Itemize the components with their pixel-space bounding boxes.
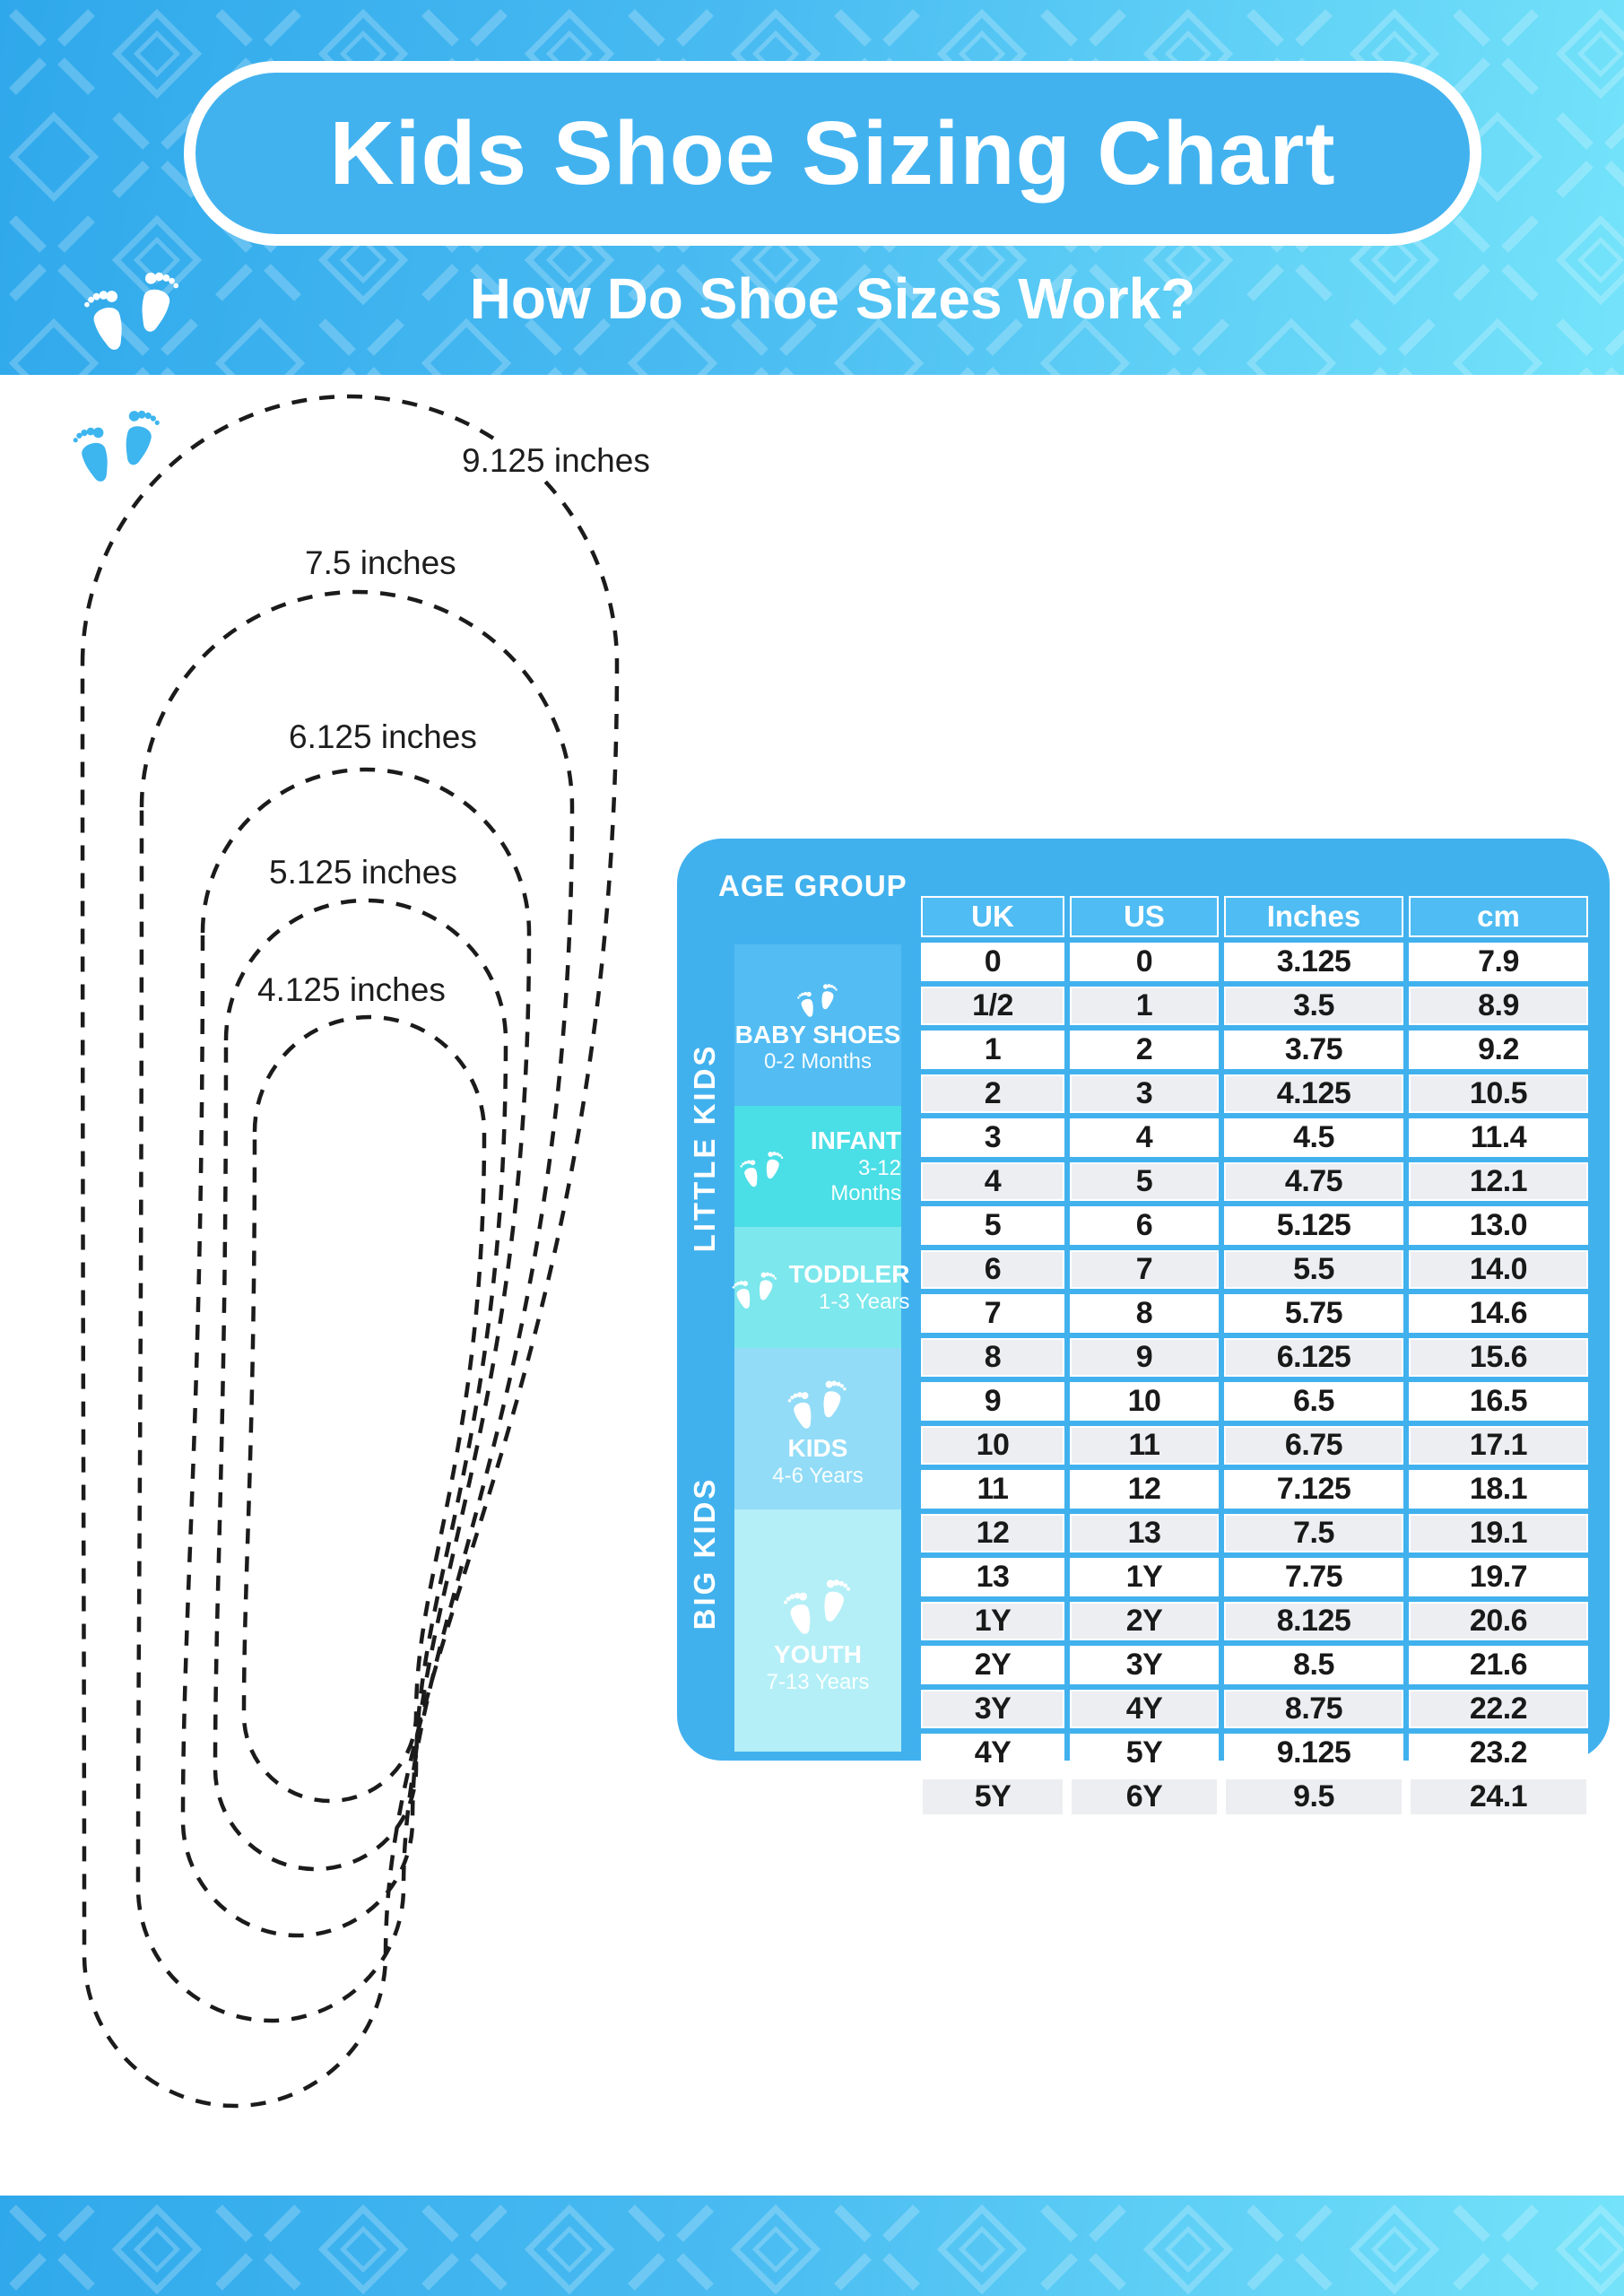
table-cell-cm: 23.2: [1409, 1734, 1588, 1772]
size-chart-card: [677, 839, 1610, 1813]
table-row: [921, 1382, 1588, 1421]
table-cell-inches: 3.125: [1224, 943, 1403, 981]
table-cell-cm: 17.1: [1409, 1426, 1588, 1465]
table-cell-us: 11: [1070, 1426, 1219, 1465]
table-cell-inches: 9.125: [1224, 1734, 1403, 1772]
page-subtitle: How Do Shoe Sizes Work?: [469, 266, 1196, 331]
table-cell-uk: 1/2: [921, 987, 1064, 1025]
table-cell-inches: 8.5: [1224, 1646, 1403, 1684]
age-group-name: BABY SHOES: [734, 1020, 901, 1048]
header-banner: [0, 0, 1624, 375]
table-cell-inches: 3.75: [1224, 1031, 1403, 1069]
table-cell-us: 5: [1070, 1162, 1219, 1201]
table-cell-uk: 2: [921, 1074, 1064, 1113]
table-cell-us: 3Y: [1070, 1646, 1219, 1684]
age-group-name: KIDS: [787, 1434, 848, 1463]
table-cell-inches: 7.125: [1224, 1470, 1403, 1509]
age-group-range: 7-13 Years: [766, 1669, 870, 1694]
table-row: [921, 1690, 1588, 1728]
table-cell-us: 4Y: [1070, 1690, 1219, 1728]
table-cell-us: 8: [1070, 1294, 1219, 1333]
column-header-uk: UK: [921, 896, 1064, 937]
table-row: [921, 1031, 1588, 1069]
footprints-icon: [72, 253, 194, 359]
table-body: [921, 943, 1588, 1816]
table-cell-us: 2: [1070, 1031, 1219, 1069]
title-box: [184, 61, 1481, 246]
table-cell-uk: 6: [921, 1250, 1064, 1289]
table-cell-uk: 12: [921, 1514, 1064, 1552]
table-row: [921, 987, 1588, 1025]
table-cell-us: 10: [1070, 1382, 1219, 1421]
age-group-baby-shoes: [734, 944, 901, 1106]
table-cell-uk: 11: [921, 1470, 1064, 1509]
age-group-toddler: [734, 1227, 910, 1348]
age-group-infant: [734, 1106, 901, 1227]
foot-outline-5-125in: [215, 900, 506, 1869]
footprints-icon: [734, 1143, 790, 1191]
footprints-icon: [792, 976, 844, 1021]
table-cell-cm: 8.9: [1409, 987, 1588, 1025]
size-conversion-table: [916, 891, 1594, 1822]
table-cell-inches: 9.5: [1224, 1778, 1403, 1816]
table-cell-cm: 16.5: [1409, 1382, 1588, 1421]
table-cell-inches: 6.75: [1224, 1426, 1403, 1465]
outline-length-label: 7.5 inches: [296, 544, 465, 583]
table-cell-us: 2Y: [1070, 1602, 1219, 1640]
table-cell-uk: 1: [921, 1031, 1064, 1069]
table-cell-inches: 4.5: [1224, 1118, 1403, 1157]
outline-length-label: 9.125 inches: [453, 441, 659, 481]
table-row: [921, 1162, 1588, 1201]
table-cell-inches: 8.125: [1224, 1602, 1403, 1640]
table-cell-cm: 12.1: [1409, 1162, 1588, 1201]
table-row: [921, 1338, 1588, 1377]
table-row: [921, 1426, 1588, 1465]
table-row: [921, 1734, 1588, 1772]
table-row: [921, 1294, 1588, 1333]
table-cell-cm: 7.9: [1409, 943, 1588, 981]
footprints-icon: [775, 1566, 861, 1640]
table-cell-cm: 14.6: [1409, 1294, 1588, 1333]
table-cell-inches: 5.125: [1224, 1206, 1403, 1245]
table-cell-uk: 4Y: [921, 1734, 1064, 1772]
column-header-cm: cm: [1409, 896, 1588, 937]
table-cell-inches: 5.5: [1224, 1250, 1403, 1289]
table-row: [921, 1118, 1588, 1157]
foot-outline-diagram: [0, 377, 690, 2197]
table-row: [921, 1470, 1588, 1509]
outline-length-label: 6.125 inches: [280, 718, 486, 757]
table-cell-us: 5Y: [1070, 1734, 1219, 1772]
table-cell-cm: 13.0: [1409, 1206, 1588, 1245]
table-cell-us: 0: [1070, 943, 1219, 981]
table-cell-inches: 4.125: [1224, 1074, 1403, 1113]
table-cell-us: 1Y: [1070, 1558, 1219, 1596]
age-group-name: TODDLER: [788, 1260, 910, 1289]
table-row: [921, 1558, 1588, 1596]
table-cell-cm: 21.6: [1409, 1646, 1588, 1684]
age-group-range: 0-2 Months: [763, 1049, 873, 1074]
side-label-little-kids: LITTLE KIDS: [688, 1043, 721, 1253]
table-cell-cm: 24.1: [1409, 1778, 1588, 1816]
foot-outline-6-125in: [183, 770, 529, 1935]
table-cell-us: 1: [1070, 987, 1219, 1025]
table-cell-us: 12: [1070, 1470, 1219, 1509]
table-cell-uk: 0: [921, 943, 1064, 981]
outline-length-label: 4.125 inches: [248, 970, 455, 1010]
age-group-range: 1-3 Years: [819, 1289, 910, 1314]
table-cell-uk: 2Y: [921, 1646, 1064, 1684]
table-cell-us: 4: [1070, 1118, 1219, 1157]
table-cell-uk: 10: [921, 1426, 1064, 1465]
footprints-icon: [780, 1369, 855, 1434]
table-cell-inches: 7.5: [1224, 1514, 1403, 1552]
table-cell-cm: 22.2: [1409, 1690, 1588, 1728]
table-cell-uk: 3Y: [921, 1690, 1064, 1728]
table-cell-cm: 19.1: [1409, 1514, 1588, 1552]
age-group-name: YOUTH: [773, 1640, 862, 1669]
table-cell-uk: 3: [921, 1118, 1064, 1157]
table-cell-inches: 6.5: [1224, 1382, 1403, 1421]
footprints-icon: [726, 1263, 784, 1313]
table-cell-cm: 19.7: [1409, 1558, 1588, 1596]
table-row: [921, 1514, 1588, 1552]
table-cell-cm: 10.5: [1409, 1074, 1588, 1113]
table-cell-inches: 6.125: [1224, 1338, 1403, 1377]
table-row: [921, 1250, 1588, 1289]
table-cell-us: 6Y: [1070, 1778, 1219, 1816]
table-cell-us: 13: [1070, 1514, 1219, 1552]
table-cell-uk: 5: [921, 1206, 1064, 1245]
table-cell-inches: 7.75: [1224, 1558, 1403, 1596]
age-group-range: 3-12 Months: [830, 1155, 901, 1205]
table-cell-us: 9: [1070, 1338, 1219, 1377]
age-group-range: 4-6 Years: [772, 1463, 864, 1488]
table-header-row: [921, 896, 1588, 937]
age-group-name: INFANT: [810, 1126, 901, 1155]
foot-outline-4-125in: [244, 1017, 484, 1801]
table-row: [921, 1074, 1588, 1113]
table-cell-cm: 9.2: [1409, 1031, 1588, 1069]
table-cell-cm: 11.4: [1409, 1118, 1588, 1157]
table-cell-uk: 1Y: [921, 1602, 1064, 1640]
outline-length-label: 5.125 inches: [260, 853, 466, 892]
table-cell-cm: 14.0: [1409, 1250, 1588, 1289]
table-cell-inches: 8.75: [1224, 1690, 1403, 1728]
table-cell-uk: 8: [921, 1338, 1064, 1377]
table-cell-us: 3: [1070, 1074, 1219, 1113]
footer-banner: [0, 2196, 1624, 2296]
table-cell-uk: 9: [921, 1382, 1064, 1421]
table-cell-inches: 4.75: [1224, 1162, 1403, 1201]
table-cell-inches: 3.5: [1224, 987, 1403, 1025]
table-row: [921, 1646, 1588, 1684]
table-row: [921, 1206, 1588, 1245]
age-group-kids: [734, 1348, 901, 1509]
age-group-column: [734, 944, 910, 1752]
table-cell-us: 7: [1070, 1250, 1219, 1289]
column-header-inches: Inches: [1224, 896, 1403, 937]
table-cell-uk: 7: [921, 1294, 1064, 1333]
banner-pattern: [0, 2196, 1624, 2296]
table-row: [921, 1778, 1588, 1816]
table-cell-cm: 20.6: [1409, 1602, 1588, 1640]
page-title: Kids Shoe Sizing Chart: [329, 102, 1336, 204]
column-header-us: US: [1070, 896, 1219, 937]
foot-outline-7-5in: [138, 592, 572, 2021]
table-cell-cm: 18.1: [1409, 1470, 1588, 1509]
table-row: [921, 943, 1588, 981]
table-cell-cm: 15.6: [1409, 1338, 1588, 1377]
age-group-header: AGE GROUP: [718, 869, 908, 902]
age-group-youth: [734, 1509, 901, 1752]
side-label-big-kids: BIG KIDS: [688, 1476, 721, 1631]
table-row: [921, 1602, 1588, 1640]
table-cell-us: 6: [1070, 1206, 1219, 1245]
table-cell-uk: 5Y: [921, 1778, 1064, 1816]
table-cell-inches: 5.75: [1224, 1294, 1403, 1333]
table-cell-uk: 4: [921, 1162, 1064, 1201]
table-cell-uk: 13: [921, 1558, 1064, 1596]
